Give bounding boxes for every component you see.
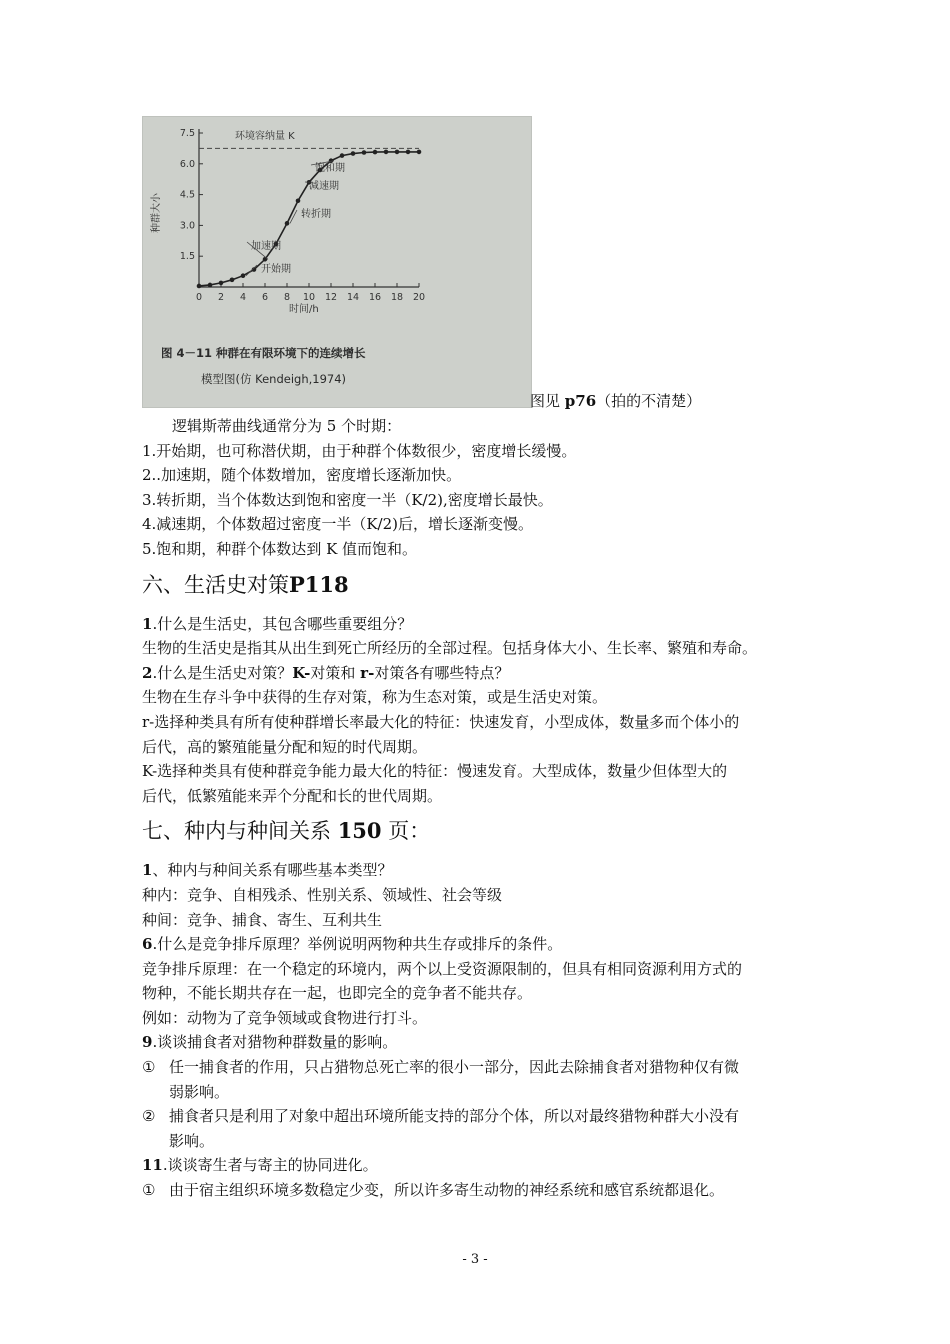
data-point [384,150,389,155]
logistic-chart [143,117,531,407]
y-tick-label: 4.5 [179,189,195,201]
answer-line: 由于宿主组织环境多数稳定少变，所以许多寄生动物的神经系统和感官系统都退化。 [169,1181,725,1200]
question-number: 1 [142,614,153,633]
fig-ref-suffix: （拍的不清楚） [596,392,702,410]
data-point [285,221,290,226]
list-item: 4.减速期，个体数超过密度一半（K/2)后，增长逐渐变慢。 [142,515,533,534]
answer-line: 例如：动物为了竞争领域或食物进行打斗。 [142,1008,428,1027]
data-point [197,284,202,289]
section-heading-6 [142,570,812,600]
data-point [417,150,422,155]
question-text: .什么是生活史对策？ [152,663,293,682]
phase-label-saturation: 饱和期 [315,163,345,174]
y-axis-label: 种群大小 [151,193,162,233]
answer-line: 种间：竞争、捕食、寄生、互利共生 [142,910,383,929]
question-text: 对策各有哪些特点？ [374,663,510,682]
body-text [142,414,812,1203]
list-item: 3.转折期，当个体数达到饱和密度一半（K/2),密度增长最快。 [142,490,553,509]
y-tick-label: 6.0 [179,158,195,170]
question-text: .谈谈寄生者与寄主的协同进化。 [162,1156,378,1175]
circled-number: ① [142,1181,156,1200]
intro-line: 逻辑斯蒂曲线通常分为 5 个时期： [172,417,402,435]
fig-ref-page: p76 [564,392,597,410]
phase-label-deceleration: 减速期 [309,181,339,192]
answer-line: 生物在生存斗争中获得的生存对策，称为生态对策，或是生活史对策。 [142,688,608,707]
answer-line: K-选择种类具有使种群竞争能力最大化的特征：慢速发育。大型成体，数量少但体型大的 [142,762,728,781]
answer-line: 物种，不能长期共存在一起，也即完全的竞争者不能共存。 [142,984,533,1003]
answer-line: 种内：竞争、自相残杀、性别关系、领域性、社会等级 [142,885,503,904]
data-point [340,153,345,158]
r-strategy-term: r- [360,663,375,682]
data-point [373,150,378,155]
question-number: 9 [142,1033,153,1052]
question-line [142,858,812,883]
question-text: 对策和 [310,663,361,682]
question-text: .谈谈捕食者对猎物种群数量的影响。 [152,1033,398,1052]
x-axis-label: 时间/h [289,304,319,315]
y-tick-label: 1.5 [179,251,195,263]
k-strategy-term: K- [292,663,311,682]
x-tick-label: 0 [195,292,203,303]
data-point [219,281,224,286]
data-point [230,278,235,283]
y-tick-label: 3.0 [179,220,195,232]
question-number: 11 [142,1156,163,1175]
x-tick-label: 16 [368,292,382,303]
y-tick-label: 7.5 [179,128,195,139]
answer-line: 后代，低繁殖能来弄个分配和长的世代周期。 [142,786,443,805]
x-tick-label: 4 [239,292,247,303]
section7-heading-tail: 页： [381,819,431,844]
section-heading-7 [142,816,812,846]
question-number: 1 [142,861,153,880]
data-point [296,198,301,203]
question-text: 、种内与种间关系有哪些基本类型？ [152,861,393,880]
x-tick-label: 8 [283,292,291,303]
question-number: 6 [142,935,153,954]
section6-heading-text: 六、生活史对策 [142,572,289,597]
x-tick-label: 20 [412,292,426,303]
phase-label-turning: 转折期 [301,209,331,220]
section6-heading-bold: P118 [289,571,349,597]
phase-label-acceleration: 加速期 [251,241,281,252]
answer-line: 影响。 [169,1131,215,1150]
x-tick-label: 6 [261,292,269,303]
numbered-answer [142,1104,812,1153]
figure-reference [530,390,701,411]
list-item: 2..加速期，随个体数增加，密度增长逐渐加快。 [142,466,462,485]
growth-curve-photo [142,116,532,408]
answer-line: 任一捕食者的作用，只占猎物总死亡率的很小一部分，因此去除捕食者对猎物种仅有微 [169,1058,740,1077]
section7-heading-text: 七、种内与种间关系 [142,819,338,844]
capacity-label: 环境容纳量 K [235,131,295,142]
list-item: 1.开始期，也可称潜伏期，由于种群个体数很少，密度增长缓慢。 [142,441,577,460]
photo-caption-line1: 图 4－11 种群在有限环境下的连续增长 [161,346,366,360]
circled-number: ② [142,1107,156,1126]
data-point [395,150,400,155]
circled-number: ① [142,1058,156,1077]
answer-line: 后代，高的繁殖能量分配和短的时代周期。 [142,737,428,756]
question-line [142,1030,812,1055]
x-tick-label: 14 [346,292,360,303]
question-line [142,1153,812,1178]
answer-line: 生物的生活史是指其从出生到死亡所经历的全部过程。包括身体大小、生长率、繁殖和寿命。 [142,639,758,658]
figure-block [142,116,842,412]
numbered-answer [142,1055,812,1104]
question-text: .什么是竞争排斥原理？举例说明两物种共生存或排斥的条件。 [152,935,563,954]
x-tick-label: 2 [217,292,225,303]
list-item: 5.饱和期，种群个体数达到 K 值而饱和。 [142,539,418,558]
question-line [142,612,812,637]
data-point [406,150,411,155]
question-number: 2 [142,663,153,682]
answer-line: 捕食者只是利用了对象中超出环境所能支持的部分个体，所以对最终猎物种群大小没有 [169,1107,740,1126]
section7-heading-bold: 150 [337,818,382,844]
answer-line: r-选择种类具有所有使种群增长率最大化的特征：快速发育，小型成体，数量多而个体小的 [142,712,740,731]
data-point [351,151,356,156]
x-tick-label: 18 [390,292,404,303]
fig-ref-prefix: 图见 [530,392,565,410]
numbered-answer [142,1178,812,1203]
phase-label-start: 开始期 [261,264,291,275]
photo-caption-line2: 模型图(仿 Kendeigh,1974) [201,372,347,386]
data-point [362,150,367,155]
answer-line: 弱影响。 [169,1082,230,1101]
question-text: .什么是生活史，其包含哪些重要组分？ [152,614,413,633]
data-point [208,283,213,288]
question-line [142,661,812,686]
data-point [241,273,246,278]
x-tick-label: 12 [324,292,338,303]
question-line [142,932,812,957]
x-tick-label: 10 [302,292,316,303]
answer-line: 竞争排斥原理：在一个稳定的环境内，两个以上受资源限制的，但具有相同资源利用方式的 [142,959,743,978]
page-number: - 3 - [462,1252,488,1267]
